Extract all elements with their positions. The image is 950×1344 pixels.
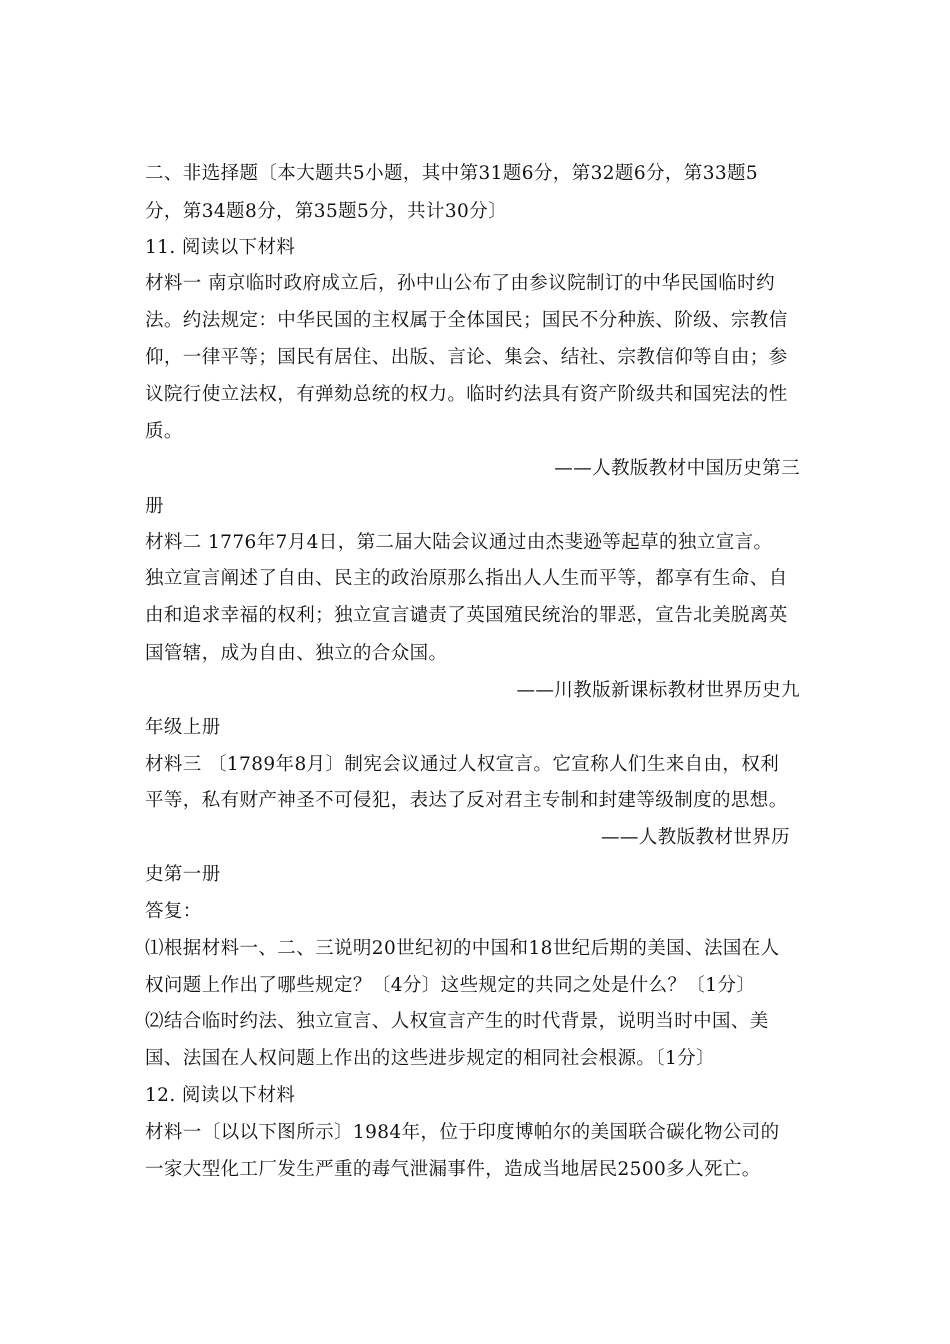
q11-material1-line: 法。约法规定：中华民国的主权属于全体国民；国民不分种族、阶级、宗教信 (145, 310, 788, 331)
section-title-line-2: 分，第34题8分，第35题5分，共计30分〕 (145, 201, 507, 222)
q11-material2-line: 由和追求幸福的权利；独立宣言谴责了英国殖民统治的罪恶，宣告北美脱离英 (145, 605, 788, 626)
q11-material2-line: 独立宣言阐述了自由、民主的政治原那么指出人人生而平等，都享有生命、自 (145, 568, 788, 589)
q11-question1-line: 权问题上作出了哪些规定？〔4分〕这些规定的共同之处是什么？〔1分〕 (145, 975, 756, 996)
q11-source1: ——人教版教材中国历史第三 (554, 458, 800, 479)
q11-material1-line: 质。 (145, 421, 183, 442)
q11-material1-line: 议院行使立法权，有弹劾总统的权力。临时约法具有资产阶级共和国宪法的性 (145, 384, 788, 405)
question-11-heading: 11. 阅读以下材料 (145, 237, 296, 258)
q11-question2-line: ⑵结合临时约法、独立宣言、人权宣言产生的时代背景，说明当时中国、美 (145, 1011, 769, 1032)
q11-material3-line: 材料三 〔1789年8月〕制宪会议通过人权宣言。它宣称人们生来自由，权利 (145, 754, 780, 775)
q11-source2-cont: 年级上册 (145, 717, 221, 738)
q11-material1-line: 仰，一律平等；国民有居住、出版、言论、集会、结社、宗教信仰等自由；参 (145, 347, 788, 368)
q11-material2-line: 材料二 1776年7月4日，第二届大陆会议通过由杰斐逊等起草的独立宣言。 (145, 532, 773, 553)
q12-material1-line: 材料一〔以以下图所示〕1984年，位于印度博帕尔的美国联合碳化物公司的 (145, 1122, 780, 1143)
q11-question2-line: 国、法国在人权问题上作出的这些进步规定的相同社会根源。〔1分〕 (145, 1048, 715, 1069)
q11-source3-cont: 史第一册 (145, 864, 221, 885)
q12-material1-line: 一家大型化工厂发生严重的毒气泄漏事件，造成当地居民2500多人死亡。 (145, 1159, 761, 1180)
answer-label: 答复： (145, 901, 202, 922)
q11-material3-line: 平等，私有财产神圣不可侵犯，表达了反对君主专制和封建等级制度的思想。 (145, 790, 788, 811)
q11-source1-cont: 册 (145, 496, 164, 517)
q11-material2-line: 国管辖，成为自由、独立的合众国。 (145, 643, 448, 664)
question-12-heading: 12. 阅读以下材料 (145, 1085, 296, 1106)
q11-source2: ——川教版新课标教材世界历史九 (516, 680, 800, 701)
section-title-line-1: 二、非选择题〔本大题共5小题，其中第31题6分，第32题6分，第33题5 (145, 163, 759, 184)
q11-question1-line: ⑴根据材料一、二、三说明20世纪初的中国和18世纪后期的美国、法国在人 (145, 938, 780, 959)
q11-material1-line: 材料一 南京临时政府成立后，孙中山公布了由参议院制订的中华民国临时约 (145, 273, 775, 294)
q11-source3: ——人教版教材世界历 (600, 827, 790, 848)
